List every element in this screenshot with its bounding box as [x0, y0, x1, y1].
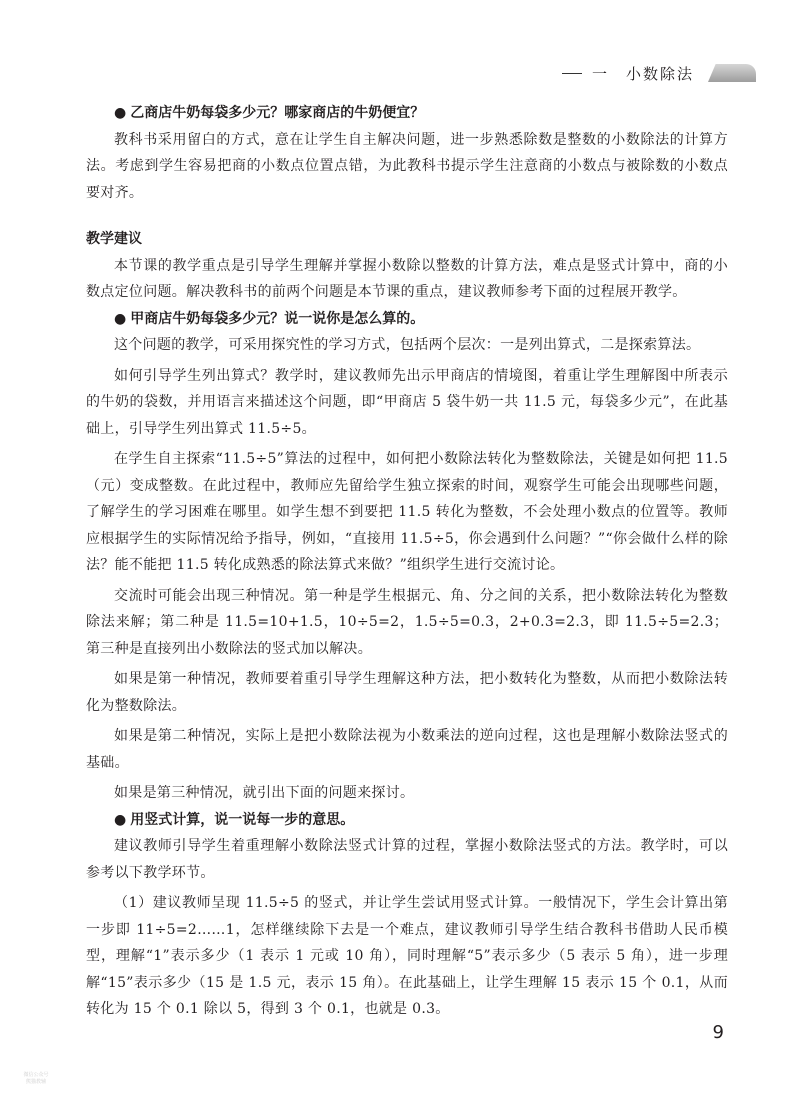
paragraph: 在学生自主探索“11.5÷5”算法的过程中，如何把小数除法转化为整数除法，关键是如何把 11.5（元）变成整数。在此过程中，教师应先留给学生独立探索的时间，观察学生可能会出现哪些问题，了解学生的学习困难在哪里。如学生想不到要把 11.5 转化为整数，不会处理小数点的位置等。教师应根据学生的实际情况给予指导，例如，“直接用 11.5÷5，你会遇到什么问题？”“你会做什么样的除法？能不能把 11.5 转化成熟悉的除法算式来做？”组织学生进行交流讨论。: [86, 451, 728, 573]
paragraph: 建议教师引导学生着重理解小数除法竖式计算的过程，掌握小数除法竖式的方法。教学时，可以参考以下教学环节。: [86, 838, 728, 881]
header-rule: [562, 73, 582, 74]
bullet-text: 甲商店牛奶每袋多少元？说一说你是怎么算的。: [130, 310, 425, 327]
bullet-text: 乙商店牛奶每袋多少元？哪家商店的牛奶便宜？: [130, 105, 425, 121]
paragraph: 如何引导学生列出算式？教学时，建议教师先出示甲商店的情境图，着重让学生理解图中所表示的牛奶的袋数，并用语言来描述这个问题，即“甲商店 5 袋牛奶一共 11.5 元，每袋多少元”，在此基础上，引导学生列出算式 11.5÷5。: [86, 367, 728, 437]
bullet-heading-2: [86, 306, 728, 333]
paragraph: 这个问题的教学，可采用探究性的学习方式，包括两个层次：一是列出算式，二是探索算法。: [114, 337, 701, 353]
header-tab-decoration: [708, 64, 756, 82]
watermark: [12, 1072, 60, 1086]
chapter-header: [562, 60, 756, 86]
chapter-title: 一 小数除法: [591, 64, 694, 83]
paragraph: 本节课的教学重点是引导学生理解并掌握小数除以整数的计算方法，难点是竖式计算中，商的小数点定位问题。解决教科书的前两个问题是本节课的重点，建议教师参考下面的过程展开教学。: [86, 257, 728, 300]
page-number: 9: [712, 1022, 724, 1043]
watermark-line: 微信公众号: [23, 1072, 49, 1078]
page-content: [86, 100, 728, 1023]
paragraph: （1）建议教师呈现 11.5÷5 的竖式，并让学生尝试用竖式计算。一般情况下，学生会计算出第一步即 11÷5=2……1，怎样继续除下去是一个难点，建议教师引导学生结合教科书借助人民币模型，理解“1”表示多少（1 表示 1 元或 10 角），同时理解“5”表示多少（5 表示 5 角），进一步理解“15”表示多少（15 是 1.5 元，表示 15 角）。在此基础上，让学生理解 15 表示 15 个 0.1，从而转化为 15 个 0.1 除以 5，得到 3 个 0.1，也就是 0.3。: [86, 895, 728, 1017]
paragraph: 如果是第三种情况，就引出下面的问题来探讨。: [114, 785, 415, 801]
paragraph: 如果是第二种情况，实际上是把小数除法视为小数乘法的逆向过程，这也是理解小数除法竖式的基础。: [86, 728, 728, 771]
bullet-heading-3: [86, 807, 728, 834]
bullet-icon: ●: [114, 105, 127, 121]
watermark-line: 熊猫教辅: [25, 1079, 46, 1085]
paragraph: 教科书采用留白的方式，意在让学生自主解决问题，进一步熟悉除数是整数的小数除法的计算方法。考虑到学生容易把商的小数点位置点错，为此教科书提示学生注意商的小数点与被除数的小数点要对齐。: [86, 131, 728, 201]
bullet-heading-1: [86, 100, 728, 127]
paragraph: 交流时可能会出现三种情况。第一种是学生根据元、角、分之间的关系，把小数除法转化为整数除法来解；第二种是 11.5=10+1.5，10÷5=2，1.5÷5=0.3，2+0.3=2.3，即 11.5÷5=2.3；第三种是直接列出小数除法的竖式加以解决。: [86, 587, 728, 657]
bullet-icon: ●: [114, 811, 127, 828]
section-heading: 教学建议: [86, 231, 142, 247]
bullet-icon: ●: [114, 310, 127, 327]
paragraph: 如果是第一种情况，教师要着重引导学生理解这种方法，把小数转化为整数，从而把小数除法转化为整数除法。: [86, 671, 728, 714]
bullet-text: 用竖式计算，说一说每一步的意思。: [130, 811, 355, 828]
